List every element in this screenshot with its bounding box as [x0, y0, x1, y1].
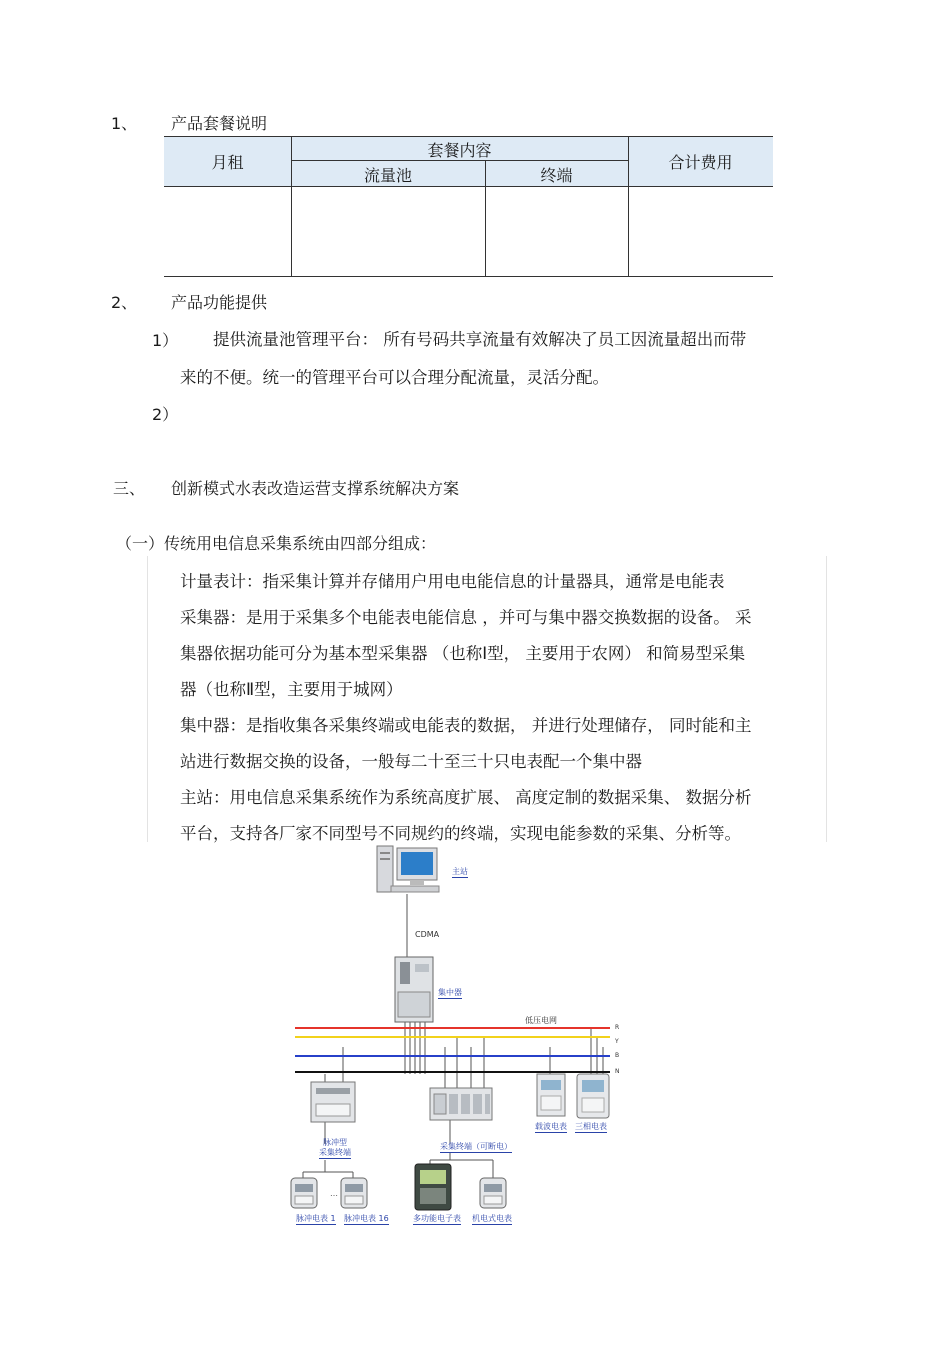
pulse-meter-16-icon	[341, 1178, 367, 1208]
label-master-station: 主站	[452, 867, 468, 876]
three-phase-meter-icon	[577, 1074, 609, 1118]
section-3-number: 三、	[113, 479, 146, 498]
box-line-1: 计量表计：指采集计算并存储用户用电电能信息的计量器具，通常是电能表	[180, 572, 725, 591]
label-cdma: CDMA	[415, 930, 440, 939]
label-collect-terminal: 采集终端（可断电）	[440, 1142, 512, 1151]
label-low-voltage-grid: 低压电网	[525, 1016, 557, 1025]
label-pulse-terminal-line1: 脉冲型	[323, 1138, 347, 1147]
box-line-7: 主站：用电信息采集系统作为系统高度扩展、 高度定制的数据采集、 数据分析	[180, 788, 752, 807]
label-phase-r: R	[615, 1024, 620, 1031]
box-line-2: 采集器：是用于采集多个电能表电能信息 ，并可与集中器交换数据的设备。 采	[180, 608, 752, 627]
collect-terminal-icon	[430, 1088, 492, 1120]
item-1-line-2: 来的不便。统一的管理平台可以合理分配流量，灵活分配。	[180, 368, 609, 387]
package-table	[164, 136, 773, 277]
carrier-meter-icon	[537, 1074, 565, 1116]
table-header-total: 合计费用	[668, 153, 733, 172]
label-pulse-meter-16: 脉冲电表 16	[344, 1214, 389, 1223]
label-pulse-terminal-line2: 采集终端	[319, 1148, 351, 1157]
label-mechanical-meter: 机电式电表	[472, 1214, 512, 1223]
pulse-terminal-icon	[311, 1082, 355, 1122]
section-3-title: 创新模式水表改造运营支撑系统解决方案	[171, 479, 460, 498]
table-header-month: 月租	[211, 153, 244, 172]
section-1-number: 1、	[111, 114, 138, 133]
pulse-meter-ellipsis: …	[330, 1189, 338, 1198]
item-1-number: 1）	[152, 331, 179, 350]
label-pulse-meter-1: 脉冲电表 1	[296, 1214, 336, 1223]
box-line-5: 集中器：是指收集各采集终端或电能表的数据， 并进行处理储存， 同时能和主	[180, 716, 752, 735]
subsection-title: （一）传统用电信息采集系统由四部分组成：	[116, 534, 437, 553]
label-multi-function-meter: 多功能电子表	[413, 1214, 461, 1223]
section-2-number: 2、	[111, 293, 138, 312]
section-2-title: 产品功能提供	[171, 293, 268, 312]
box-line-6: 站进行数据交换的设备，一般每二十至三十只电表配一个集中器	[180, 752, 642, 771]
section-1-title: 产品套餐说明	[171, 114, 268, 133]
label-phase-b: B	[615, 1052, 620, 1059]
label-phase-y: Y	[615, 1038, 619, 1045]
label-concentrator: 集中器	[438, 988, 462, 997]
box-line-3: 集器依据功能可分为基本型采集器 （也称Ⅰ型， 主要用于农网） 和简易型采集	[180, 644, 746, 663]
multi-function-meter-icon	[415, 1164, 451, 1210]
table-header-terminal: 终端	[540, 166, 573, 185]
item-1-line-1: 提供流量池管理平台： 所有号码共享流量有效解决了员工因流量超出而带	[213, 330, 747, 349]
diagram-svg	[285, 842, 630, 1232]
label-three-phase-meter: 三相电表	[575, 1122, 607, 1131]
label-carrier-meter: 载波电表	[535, 1122, 567, 1131]
pulse-meter-1-icon	[291, 1178, 317, 1208]
item-2-number: 2）	[152, 405, 179, 424]
mechanical-meter-icon	[480, 1178, 506, 1208]
label-phase-n: N	[615, 1068, 620, 1075]
box-line-8: 平台，支持各厂家不同型号不同规约的终端，实现电能参数的采集、分析等。	[180, 824, 741, 843]
computer-icon	[377, 846, 439, 892]
collection-system-diagram	[285, 842, 630, 1232]
box-line-4: 器（也称Ⅱ型，主要用于城网）	[180, 680, 403, 699]
concentrator-icon	[395, 957, 433, 1022]
table-header-package: 套餐内容	[427, 141, 492, 160]
table-header-pool: 流量池	[363, 166, 412, 185]
